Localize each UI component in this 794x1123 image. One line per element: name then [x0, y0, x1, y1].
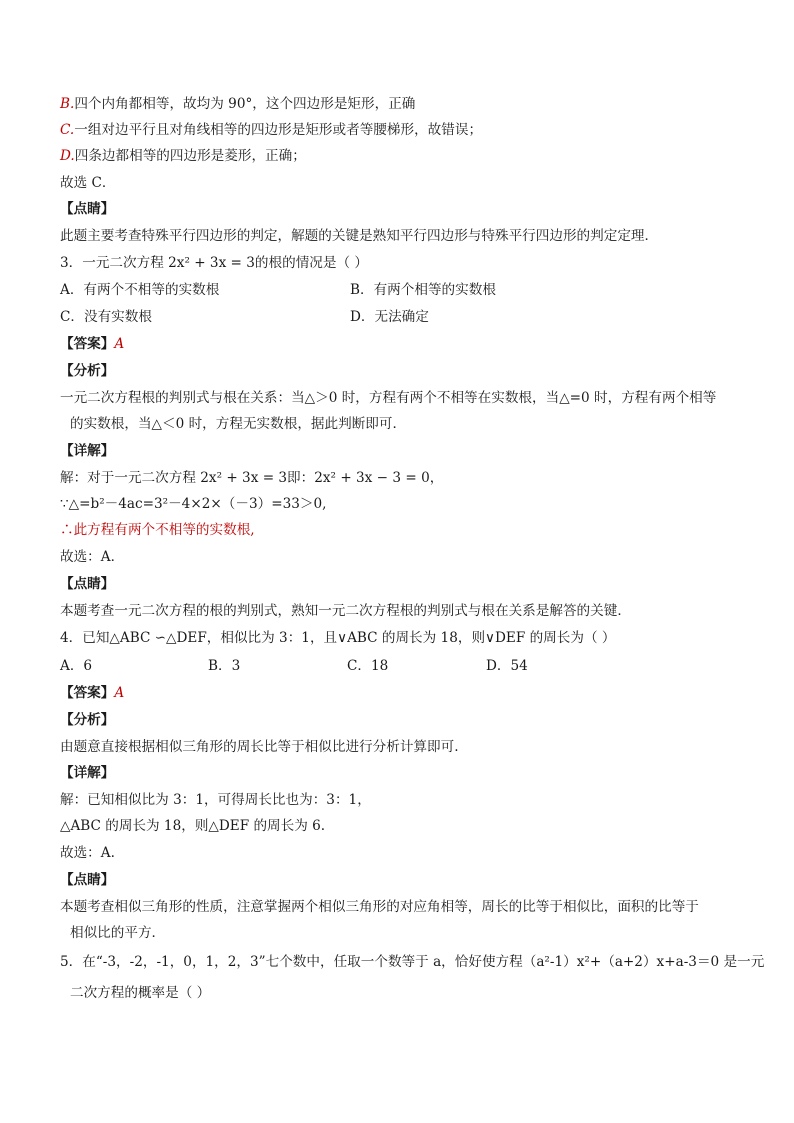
- text-line: [60, 94, 415, 114]
- text-line: 由题意直接根据相似三角形的周长比等于相似比进行分析计算即可.: [60, 739, 459, 755]
- answer-value: A: [114, 336, 125, 352]
- option-letter: B.: [60, 96, 75, 112]
- line-text: 四个内角都相等，故均为 90°，这个四边形是矩形，正确: [74, 96, 416, 112]
- text-line: 此题主要考查特殊平行四边形的判定，解题的关键是熟知平行四边形与特殊平行四边形的判定定理．: [60, 228, 659, 244]
- text-line: [60, 120, 482, 140]
- text-line: [60, 146, 306, 166]
- answer-line: [60, 334, 124, 354]
- question-4-option-a: A．6: [60, 658, 93, 674]
- section-tag-dianjing: 【点睛】: [60, 201, 115, 217]
- question-4-stem: 4．已知△ABC ∽△DEF，相似比为 3：1，且∨ABC 的周长为 18，则∨DEF 的周长为（ ）: [60, 630, 616, 646]
- text-line: ∵△=b²－4ac=3²－4×2×（－3）=33＞0,: [60, 496, 327, 512]
- text-line: 相似比的平方．: [70, 925, 166, 941]
- section-tag-detail: 【详解】: [60, 765, 115, 781]
- question-3-option-c: C．没有实数根: [60, 309, 152, 325]
- question-5-stem: 5．在“-3，-2，-1，0，1，2，3”七个数中，任取一个数等于 a，恰好使方程（a²-1）x²+（a+2）x+a-3＝0 是一元: [60, 954, 765, 970]
- answer-line: [60, 683, 124, 703]
- section-tag-analysis: 【分析】: [60, 712, 115, 728]
- text-line: ∴此方程有两个不相等的实数根,: [60, 522, 255, 538]
- text-line: 故选：A．: [60, 549, 125, 565]
- text-line: 的实数根，当△＜0 时，方程无实数根，据此判断即可．: [70, 416, 407, 432]
- line-text: 四条边都相等的四边形是菱形，正确；: [74, 148, 306, 164]
- answer-value: A: [114, 685, 125, 701]
- question-4-option-d: D．54: [486, 658, 528, 674]
- text-line: 解：对于一元二次方程 2x² + 3x = 3即：2x² + 3x − 3 = 0，: [60, 470, 444, 486]
- question-3-option-d: D．无法确定: [350, 309, 429, 325]
- text-line: 本题考查一元二次方程的根的判别式，熟知一元二次方程根的判别式与根在关系是解答的关键．: [60, 603, 631, 619]
- text-line: 解：已知相似比为 3：1，可得周长比也为：3：1，: [60, 792, 371, 808]
- question-5-stem-cont: 二次方程的概率是（ ）: [70, 985, 211, 1001]
- text-line: 故选：A.: [60, 845, 115, 861]
- question-3-stem: 3．一元二次方程 2x² + 3x = 3的根的情况是（ ）: [60, 255, 368, 271]
- text-line: 故选 C．: [60, 175, 116, 191]
- section-tag-detail: 【详解】: [60, 443, 115, 459]
- section-tag-dianjing: 【点睛】: [60, 872, 115, 888]
- question-3-option-b: B．有两个相等的实数根: [350, 282, 496, 298]
- question-4-option-b: B．3: [208, 658, 241, 674]
- text-line: △ABC 的周长为 18，则△DEF 的周长为 6.: [60, 818, 326, 834]
- line-text: 一组对边平行且对角线相等的四边形是矩形或者等腰梯形，故错误；: [74, 122, 483, 138]
- option-letter: D.: [60, 148, 75, 164]
- question-4-option-c: C．18: [347, 658, 389, 674]
- section-tag-answer: 【答案】: [60, 336, 115, 352]
- text-line: 本题考查相似三角形的性质，注意掌握两个相似三角形的对应角相等，周长的比等于相似比，面积的比等于: [60, 899, 699, 915]
- question-3-option-a: A．有两个不相等的实数根: [60, 282, 220, 298]
- option-letter: C.: [60, 122, 75, 138]
- section-tag-dianjing: 【点睛】: [60, 576, 115, 592]
- section-tag-answer: 【答案】: [60, 685, 115, 701]
- text-line: 一元二次方程根的判别式与根在关系：当△＞0 时，方程有两个不相等在实数根，当△=0 时，方程有两个相等: [60, 390, 717, 406]
- section-tag-analysis: 【分析】: [60, 363, 115, 379]
